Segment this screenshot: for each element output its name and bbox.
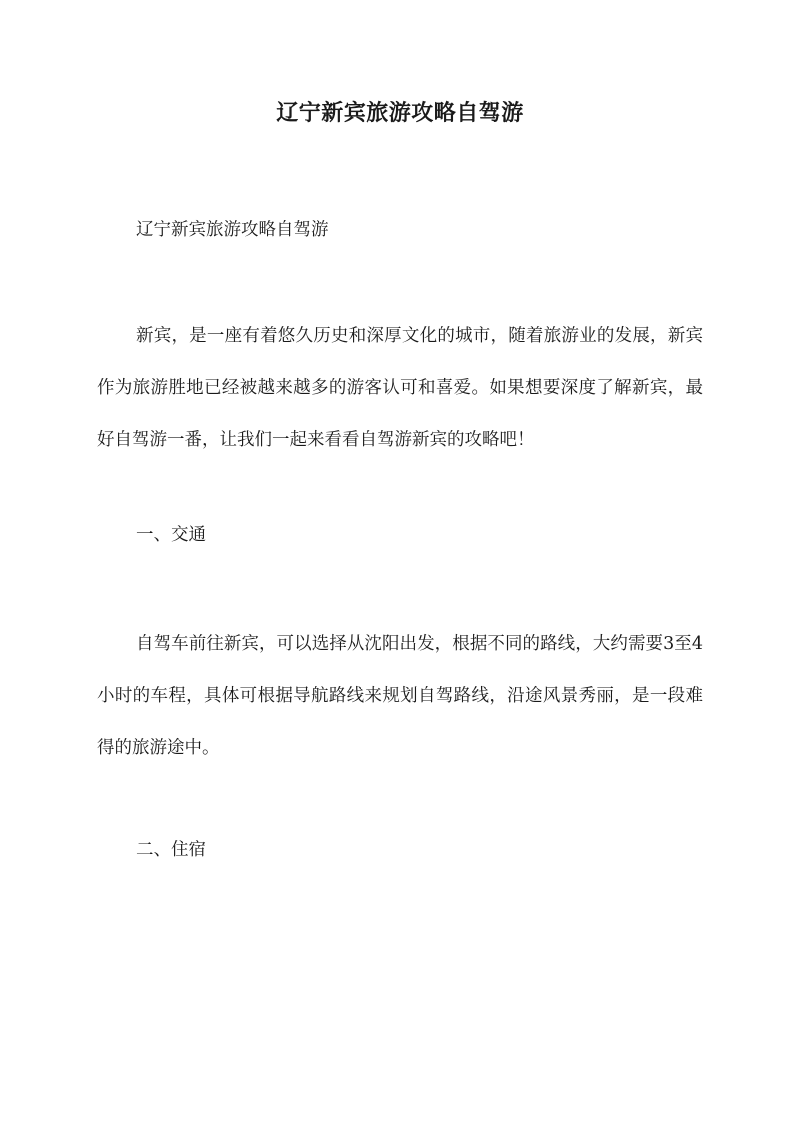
document-title: 辽宁新宾旅游攻略自驾游 (276, 100, 524, 126)
subtitle-paragraph: 辽宁新宾旅游攻略自驾游 (136, 220, 329, 240)
section-heading-accommodation: 二、住宿 (136, 840, 206, 860)
section-heading-traffic: 一、交通 (136, 525, 206, 545)
intro-paragraph: 新宾，是一座有着悠久历史和深厚文化的城市，随着旅游业的发展，新宾作为旅游胜地已经被越来越多的游客认可和喜爱。如果想要深度了解新宾，最好自驾游一番，让我们一起来看看自驾游新宾的攻略吧！ (97, 326, 703, 450)
traffic-paragraph: 自驾车前往新宾，可以选择从沈阳出发，根据不同的路线，大约需要3至4小时的车程，具体可根据导航路线来规划自驾路线，沿途风景秀丽，是一段难得的旅游途中。 (97, 634, 703, 758)
